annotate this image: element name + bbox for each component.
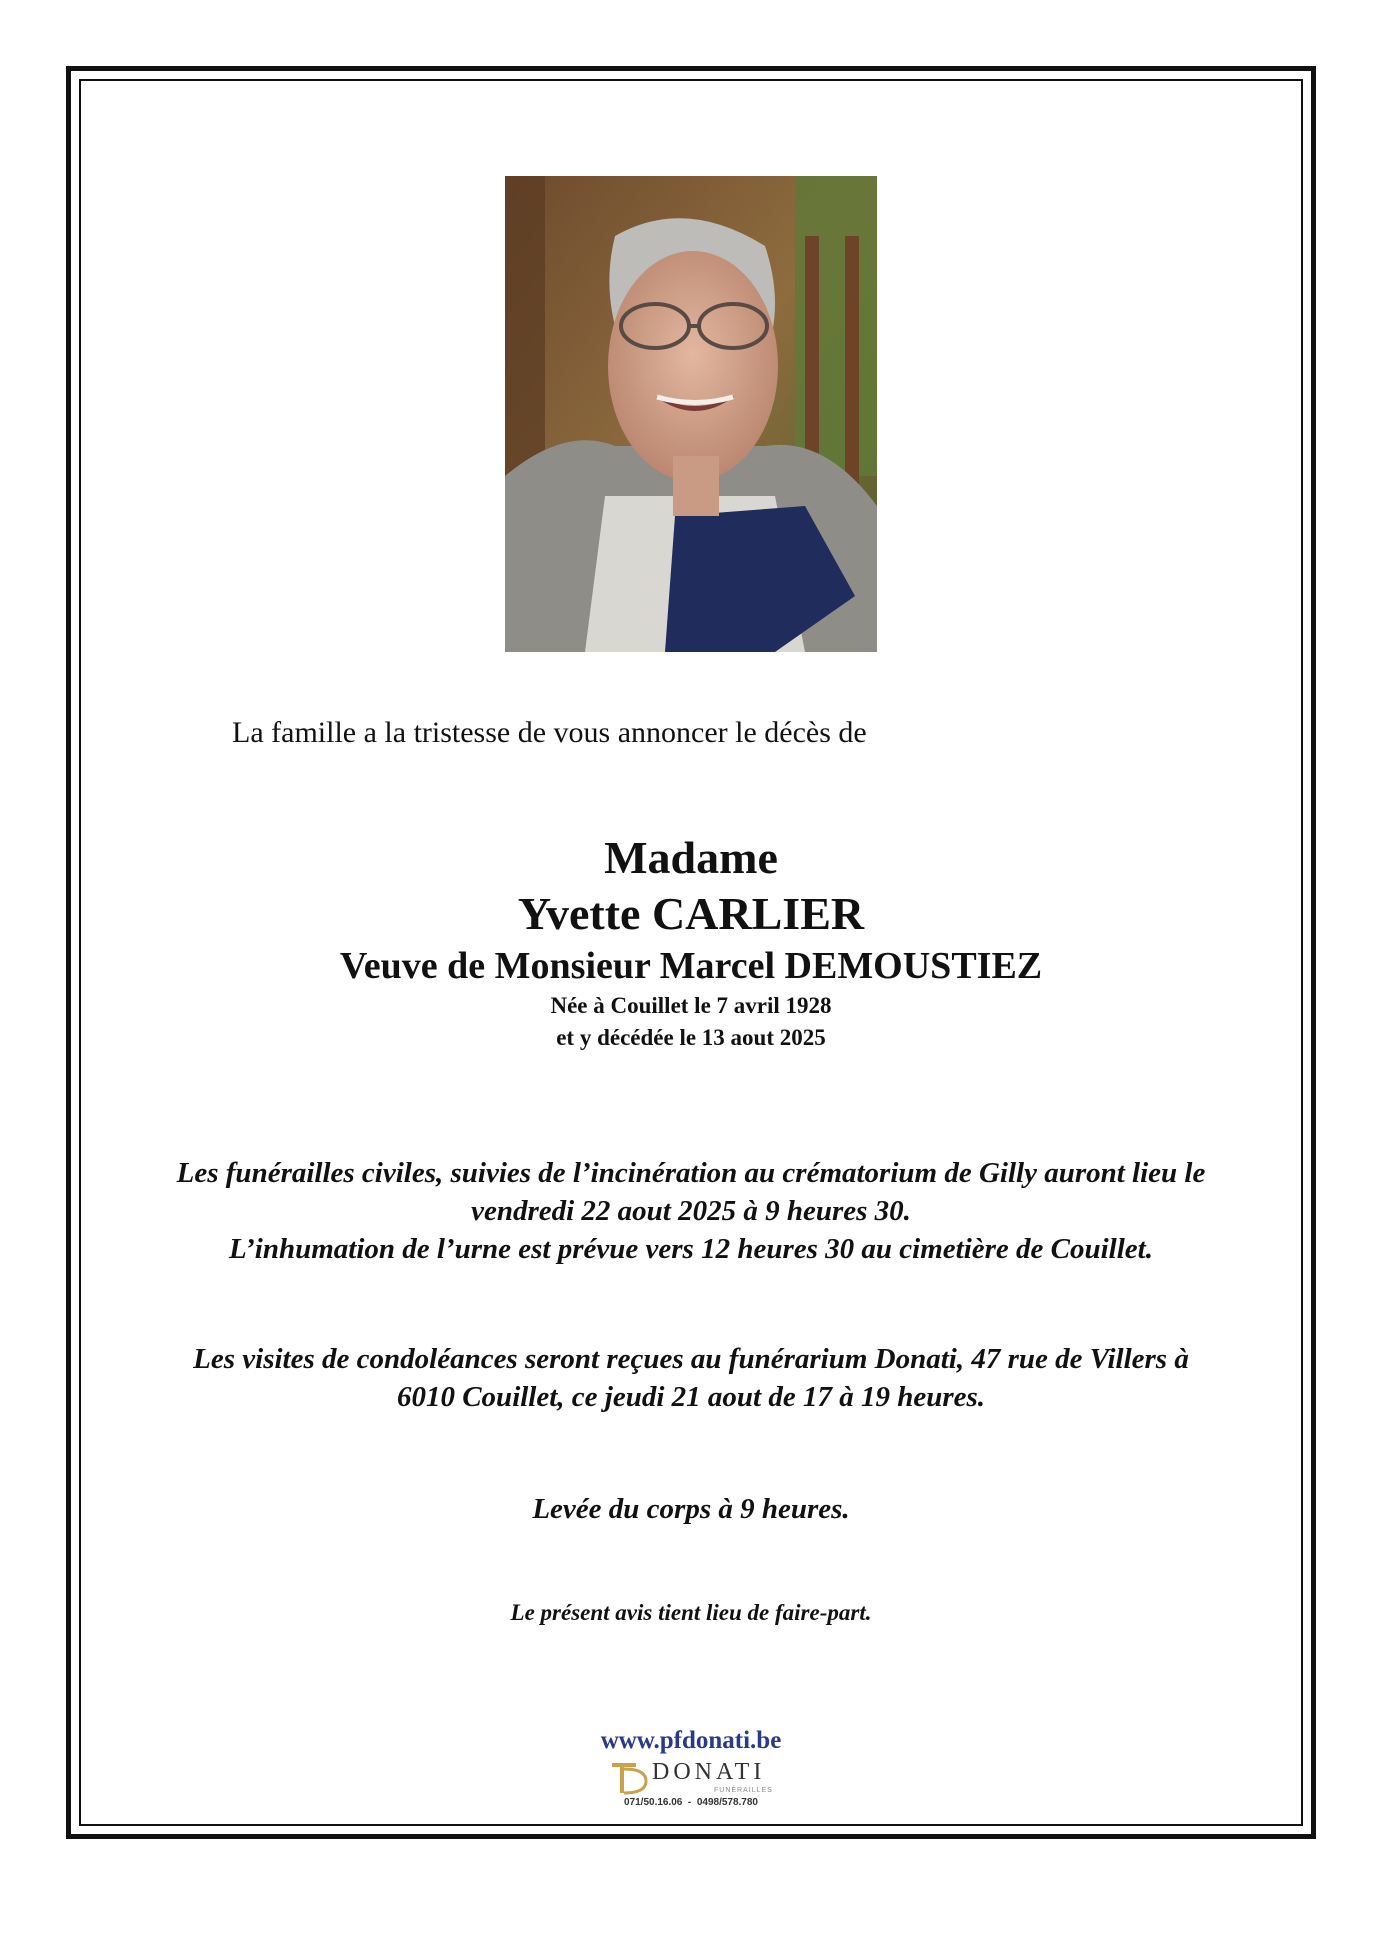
deceased-name: Yvette CARLIER bbox=[517, 888, 865, 939]
visits-line-1: Les visites de condoléances seront reçues au funérarium Donati, 47 rue de Villers à bbox=[193, 1343, 1189, 1375]
visits-line-2: 6010 Couillet, ce jeudi 21 aout de 17 à 19 heures. bbox=[396, 1381, 986, 1413]
birth-info: Née à Couillet le 7 avril 1928 bbox=[550, 993, 832, 1018]
deceased-title: Madame bbox=[604, 832, 778, 883]
widow-of: Veuve de Monsieur Marcel DEMOUSTIEZ bbox=[339, 945, 1043, 987]
logo-subtitle: FUNÉRAILLES bbox=[714, 1787, 773, 1794]
announcement-text: La famille a la tristesse de vous annoncer le décès de bbox=[232, 716, 867, 749]
funeral-line-3: L’inhumation de l’urne est prévue vers 12 heures 30 au cimetière de Couillet. bbox=[229, 1233, 1153, 1265]
funeral-line-2: vendredi 22 aout 2025 à 9 heures 30. bbox=[471, 1195, 911, 1227]
death-info: et y décédée le 13 aout 2025 bbox=[556, 1025, 826, 1050]
body-lifting-text: Levée du corps à 9 heures. bbox=[532, 1493, 850, 1525]
notice-text: Le présent avis tient lieu de faire-part. bbox=[510, 1600, 872, 1625]
portrait-photo bbox=[505, 176, 877, 652]
funeral-line-1: Les funérailles civiles, suivies de l’incinération au crématorium de Gilly auront lieu le bbox=[176, 1157, 1206, 1189]
donati-logo bbox=[606, 1759, 776, 1795]
phone-numbers: 071/50.16.06 - 0498/578.780 bbox=[623, 1797, 758, 1808]
logo-wordmark: DONATI bbox=[652, 1759, 766, 1785]
website-link[interactable]: www.pfdonati.be bbox=[600, 1727, 782, 1754]
donati-monogram-icon bbox=[610, 1761, 650, 1795]
